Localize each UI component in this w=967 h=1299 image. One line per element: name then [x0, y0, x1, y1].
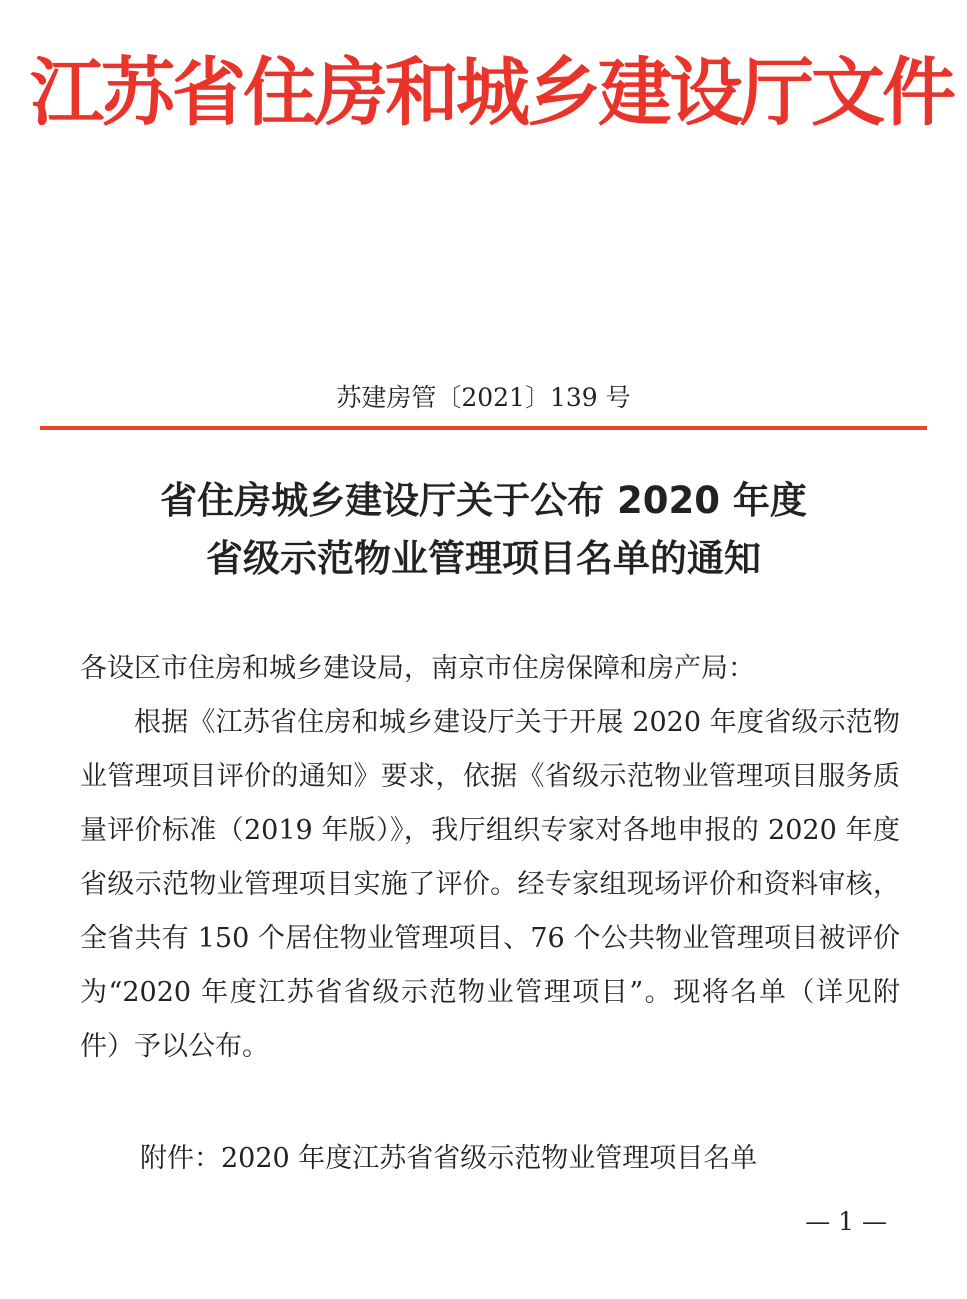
document-masthead: 江苏省住房和城乡建设厅文件: [30, 50, 953, 136]
notice-title-line-2: 省级示范物业管理项目名单的通知: [206, 537, 761, 580]
document-number: 苏建房管〔2021〕139 号: [336, 383, 631, 412]
page-number: — 1 —: [805, 1207, 887, 1236]
notice-title-line-1: 省住房城乡建设厅关于公布 2020 年度: [160, 479, 807, 522]
attachment-line: 附件：2020 年度江苏省省级示范物业管理项目名单: [140, 1143, 758, 1174]
red-divider-line: [40, 426, 927, 430]
salutation: 各设区市住房和城乡建设局，南京市住房保障和房产局：: [80, 653, 755, 684]
notice-title: [0, 472, 967, 588]
body-paragraph: 根据《江苏省住房和城乡建设厅关于开展 2020 年度省级示范物业管理项目评价的通知》要求，依据《省级示范物业管理项目服务质量评价标准（2019 年版）》，我厅组织专家对各地申报的 2020 年度省级示范物业管理项目实施了评价。经专家组现场评价和资料审核，全省共有 150 个居住物业管理项目、76 个公共物业管理项目被评价为“2020 年度江苏省省级示范物业管理项目”。现将名单（详见附件）予以公布。: [80, 707, 900, 1062]
